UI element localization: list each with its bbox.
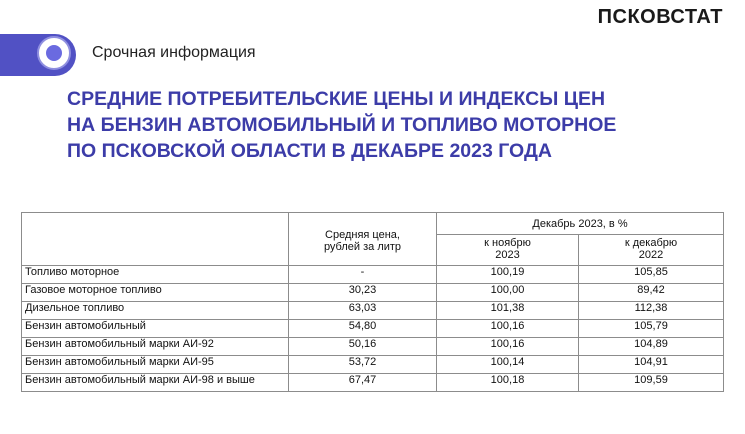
page-title-line: СРЕДНИЕ ПОТРЕБИТЕЛЬСКИЕ ЦЕНЫ И ИНДЕКСЫ ЦЕН: [67, 88, 606, 110]
header-circle-dot: [46, 45, 62, 61]
row-nov: 100,00: [437, 284, 579, 302]
row-nov: 100,16: [437, 320, 579, 338]
row-dec: 104,89: [579, 338, 724, 356]
section-label: Срочная информация: [92, 44, 256, 61]
row-nov: 100,16: [437, 338, 579, 356]
row-name: Дизельное топливо: [22, 302, 289, 320]
table-row: [22, 338, 724, 356]
row-price: 30,23: [289, 284, 437, 302]
table-row: [22, 284, 724, 302]
table-row: [22, 302, 724, 320]
row-dec: 104,91: [579, 356, 724, 374]
row-price: -: [289, 266, 437, 284]
row-dec: 112,38: [579, 302, 724, 320]
table-row: [22, 266, 724, 284]
row-nov: 100,19: [437, 266, 579, 284]
row-name: Газовое моторное топливо: [22, 284, 289, 302]
row-name: Бензин автомобильный: [22, 320, 289, 338]
row-dec: 109,59: [579, 374, 724, 392]
row-price: 63,03: [289, 302, 437, 320]
row-name: Бензин автомобильный марки АИ-92: [22, 338, 289, 356]
row-dec: 89,42: [579, 284, 724, 302]
table-row: [22, 356, 724, 374]
page-title-line: ПО ПСКОВСКОЙ ОБЛАСТИ В ДЕКАБРЕ 2023 ГОДА: [67, 140, 552, 162]
header-to-november: к ноябрю 2023: [437, 235, 579, 266]
page-title-line: НА БЕНЗИН АВТОМОБИЛЬНЫЙ И ТОПЛИВО МОТОРНОЕ: [67, 114, 617, 136]
row-price: 54,80: [289, 320, 437, 338]
page-title: [67, 86, 707, 164]
header-circle-icon: [37, 36, 71, 70]
header-group-december: Декабрь 2023, в %: [437, 213, 724, 235]
row-nov: 100,18: [437, 374, 579, 392]
row-dec: 105,85: [579, 266, 724, 284]
row-dec: 105,79: [579, 320, 724, 338]
row-name: Бензин автомобильный марки АИ-98 и выше: [22, 374, 289, 392]
table-row: [22, 320, 724, 338]
row-nov: 100,14: [437, 356, 579, 374]
row-price: 53,72: [289, 356, 437, 374]
header-avg-price: Средняя цена, рублей за литр: [289, 213, 437, 266]
table-row: [22, 374, 724, 392]
brand-logo: ПСКОВСТАТ: [597, 6, 723, 28]
prices-table: [21, 212, 724, 392]
row-price: 50,16: [289, 338, 437, 356]
row-nov: 101,38: [437, 302, 579, 320]
header-to-december: к декабрю 2022: [579, 235, 724, 266]
header-name-cell: [22, 213, 289, 266]
row-name: Топливо моторное: [22, 266, 289, 284]
row-name: Бензин автомобильный марки АИ-95: [22, 356, 289, 374]
row-price: 67,47: [289, 374, 437, 392]
